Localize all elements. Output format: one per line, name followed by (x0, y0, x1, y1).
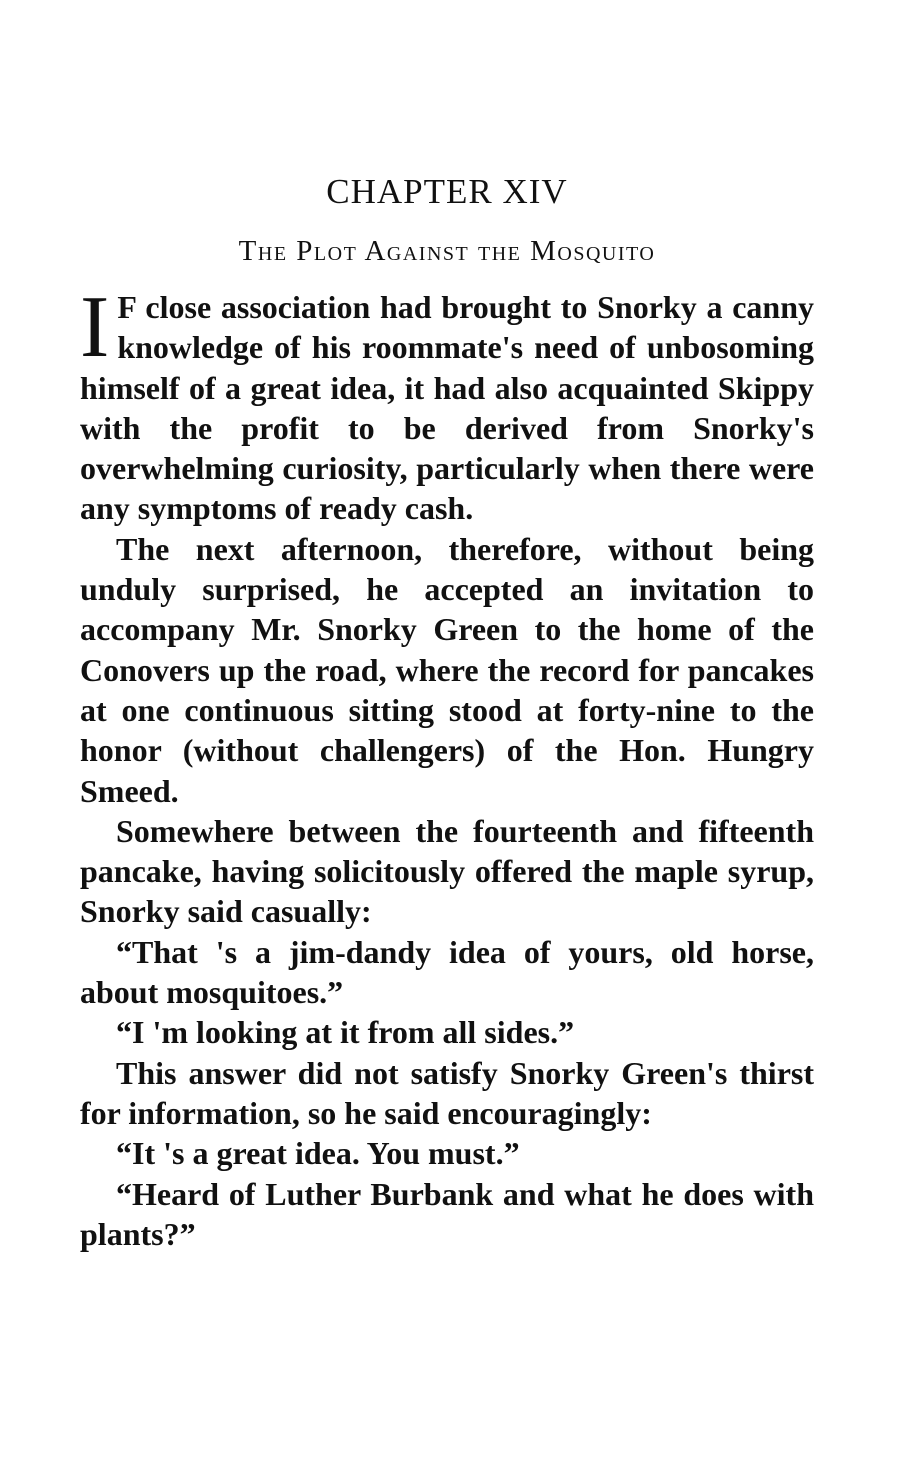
chapter-text (80, 279, 814, 1254)
paragraph: “That 's a jim-dandy idea of yours, old horse, about mosquitoes.” (80, 933, 814, 1011)
drop-cap: I (80, 279, 110, 376)
paragraph: This answer did not satisfy Snorky Green's thirst for information, so he said encouragingly: (80, 1054, 814, 1131)
chapter-title: The Plot Against the Mosquito (238, 235, 656, 267)
book-page (80, 0, 814, 1462)
paragraph (80, 279, 814, 529)
paragraph: The next afternoon, therefore, without being unduly surprised, he accepted an invitation to accompany Mr. Snorky Green to the home of the Conovers up the road, where the record for pancakes at one continuous sitting stood at forty-nine to the honor (without challengers) of the Hon. Hungry Smeed. (80, 530, 814, 809)
paragraph: “I 'm looking at it from all sides.” (116, 1014, 575, 1051)
chapter-heading: CHAPTER XIV (326, 172, 568, 211)
paragraph: “It 's a great idea. You must.” (116, 1135, 520, 1172)
paragraph: Somewhere between the fourteenth and fifteenth pancake, having solicitously offered the maple syrup, Snorky said casually: (80, 812, 814, 930)
paragraph-text: F close association had brought to Snorky a canny knowledge of his roommate's need of unbosoming himself of a great idea, it had also acquainted Skippy with the profit to be derived from Snorky's overwhelming curiosity, particularly when there were any symptoms of ready cash. (80, 289, 814, 527)
paragraph: “Heard of Luther Burbank and what he does with plants?” (80, 1175, 814, 1252)
